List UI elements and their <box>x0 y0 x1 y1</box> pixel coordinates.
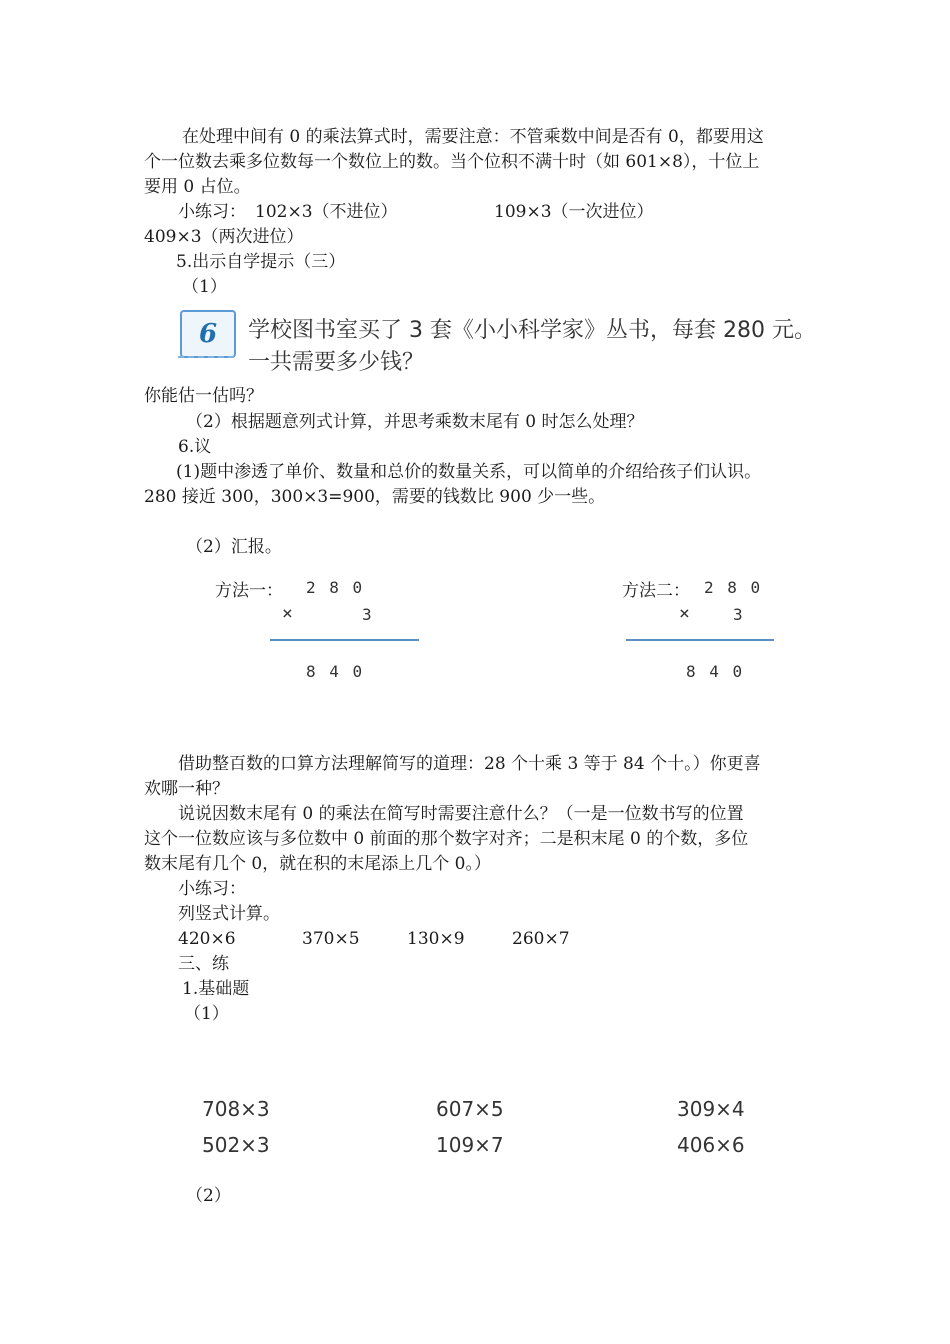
method2-label: 方法二： <box>622 581 690 601</box>
practice-item: 130×9 <box>407 929 465 949</box>
exercise-item: 607×5 <box>436 1097 504 1121</box>
method2-multiplicand: 2 8 0 <box>704 578 761 597</box>
method1-product: 8 4 0 <box>306 662 363 681</box>
discuss-line-2: 280 接近 300，300×3=900，需要的钱数比 900 少一些。 <box>144 487 606 507</box>
step-heading: 5.出示自学提示（三） <box>176 252 346 272</box>
note-line-2: 这个一位数应该与多位数中 0 前面的那个数字对齐；二是积末尾 0 的个数，多位 <box>144 829 749 849</box>
section-heading: 三、练 <box>178 954 229 974</box>
problem-text-line-2: 一共需要多少钱？ <box>248 350 425 375</box>
method2-times-sign: × <box>679 603 690 624</box>
intro-line-1: 在处理中间有 0 的乘法算式时，需要注意：不管乘数中间是否有 0，都要用这 <box>182 127 764 147</box>
explain-line-2: 欢哪一种？ <box>144 779 229 799</box>
basic-heading: 1.基础题 <box>182 979 250 999</box>
step-text: （2）根据题意列式计算，并思考乘数末尾有 0 时怎么处理？ <box>186 412 644 432</box>
method1-label: 方法一： <box>215 581 283 601</box>
problem-text-line-1: 学校图书室买了 3 套《小小科学家》丛书，每套 280 元。 <box>248 318 816 343</box>
practice-item: 370×5 <box>302 929 360 949</box>
exercise-item: 708×3 <box>202 1097 270 1121</box>
explain-line-1: 借助整百数的口算方法理解简写的道理：28 个十乘 3 等于 84 个十。）你更喜 <box>178 754 761 774</box>
practice-instruction: 列竖式计算。 <box>178 904 280 924</box>
method2-multiplier: 3 <box>733 605 743 624</box>
exercise-item: 406×6 <box>677 1133 745 1157</box>
practice-item: 102×3（不进位） <box>255 202 398 222</box>
intro-line-2: 个一位数去乘多位数每一个数位上的数。当个位积不满十时（如 601×8），十位上 <box>144 152 760 172</box>
note-line-1: 说说因数末尾有 0 的乘法在简写时需要注意什么？（一是一位数书写的位置 <box>178 804 744 824</box>
step-heading: 6.议 <box>178 437 212 457</box>
intro-line-3: 要用 0 占位。 <box>144 177 251 197</box>
problem-number: 6 <box>198 319 218 349</box>
practice-label: 小练习： <box>178 202 246 222</box>
practice-item: 409×3（两次进位） <box>144 227 304 247</box>
sub-label: （1） <box>182 277 227 297</box>
exercise-item: 502×3 <box>202 1133 270 1157</box>
method2-product: 8 4 0 <box>686 662 743 681</box>
report-label: （2）汇报。 <box>186 537 282 557</box>
method1-multiplier: 3 <box>362 605 372 624</box>
method2-line <box>626 639 774 641</box>
practice-item: 109×3（一次进位） <box>494 202 654 222</box>
method1-times-sign: × <box>282 603 293 624</box>
practice-label: 小练习： <box>178 879 246 899</box>
estimate-question: 你能估一估吗？ <box>144 386 263 406</box>
sub-label: （2） <box>186 1186 231 1206</box>
discuss-line-1: (1)题中渗透了单价、数量和总价的数量关系，可以简单的介绍给孩子们认识。 <box>176 462 762 482</box>
note-line-3: 数末尾有几个 0，就在积的末尾添上几个 0。） <box>144 854 491 874</box>
method1-line <box>270 639 419 641</box>
practice-item: 420×6 <box>178 929 236 949</box>
book-icon <box>178 350 234 358</box>
sub-label: （1） <box>184 1004 229 1024</box>
method1-multiplicand: 2 8 0 <box>306 578 363 597</box>
exercise-item: 109×7 <box>436 1133 504 1157</box>
exercise-item: 309×4 <box>677 1097 745 1121</box>
practice-item: 260×7 <box>512 929 570 949</box>
